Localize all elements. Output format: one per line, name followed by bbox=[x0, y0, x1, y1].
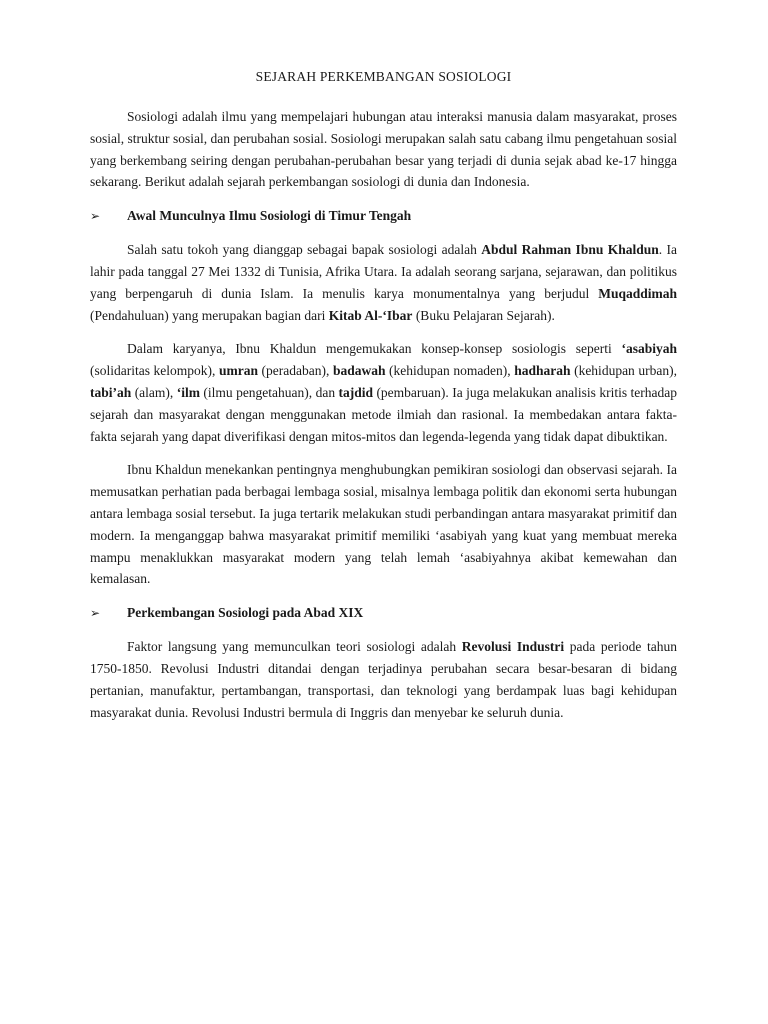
text-run: (kehidupan urban), bbox=[570, 363, 677, 379]
text-run: (peradaban), bbox=[257, 363, 333, 379]
text-run: Salah satu tokoh yang dianggap sebagai bapak sosiologi adalah bbox=[127, 242, 482, 258]
text-run: (kehidupan nomaden), bbox=[385, 363, 515, 379]
section-heading-abad-xix bbox=[90, 602, 677, 624]
text-run: Faktor langsung yang memunculkan teori sosiologi adalah bbox=[127, 639, 462, 655]
text-run: (Pendahuluan) yang merupakan bagian dari bbox=[90, 307, 329, 323]
paragraph-observasi-sejarah: Ibnu Khaldun menekankan pentingnya menghubungkan pemikiran sosiologi dan observasi sejarah. Ia memusatkan perhatian pada berbagai lembaga sosial, misalnya lembaga politik dan ekonomi serta hubungan antara lembaga sosial tersebut. Ia juga tertarik melakukan studi perbandingan antara masyarakat primitif dan modern. Ia menganggap bahwa masyarakat primitif memiliki ‘asabiyah yang kuat yang membuat mereka mampu menaklukkan masyarakat modern yang telah lemah ‘asabiyahnya akibat kemewahan dan kemalasan. bbox=[90, 462, 677, 587]
text-run: Dalam karyanya, Ibnu Khaldun mengemukakan konsep-konsep sosiologis seperti bbox=[127, 341, 622, 357]
bold-term: umran bbox=[218, 363, 258, 379]
bold-term: Revolusi Industri bbox=[461, 639, 565, 655]
paragraph-ibnu-khaldun-bio bbox=[90, 239, 677, 326]
text-run: (solidaritas kelompok), bbox=[90, 363, 219, 379]
arrowhead-bullet-icon: ➢ bbox=[90, 606, 101, 621]
text-run: (Buku Pelajaran Sejarah). bbox=[412, 307, 555, 323]
paragraph-konsep-sosiologis bbox=[90, 338, 677, 447]
bold-term: badawah bbox=[332, 363, 386, 379]
paragraph-revolusi-industri bbox=[90, 636, 677, 723]
bold-term: Muqaddimah bbox=[598, 285, 677, 301]
arrowhead-bullet-icon: ➢ bbox=[90, 209, 101, 224]
bold-term: ‘ilm bbox=[176, 384, 200, 400]
section-heading-text: Awal Munculnya Ilmu Sosiologi di Timur Tengah bbox=[127, 208, 412, 224]
section-heading-timur-tengah bbox=[90, 205, 677, 227]
section-heading-text: Perkembangan Sosiologi pada Abad XIX bbox=[127, 605, 364, 621]
bold-term: ‘asabiyah bbox=[621, 341, 677, 357]
text-run: pada periode tahun 1750-1850. Revolusi Industri ditandai dengan terjadinya perubahan secara besar-besaran di bidang pertanian, manufaktur, pertambangan, transportasi, dan teknologi yang berdampak luas bagi kehidupan masyarakat dunia. Revolusi Industri bermula di Inggris dan menyebar ke seluruh dunia. bbox=[90, 639, 677, 720]
text-run: . Ia lahir pada tanggal 27 Mei 1332 di Tunisia, Afrika Utara. Ia adalah seorang sarjana, sejarawan, dan politikus yang berpengaruh di dunia Islam. Ia menulis karya monumentalnya yang berjudul bbox=[90, 242, 677, 301]
text-run: (alam), bbox=[131, 384, 177, 400]
document-page bbox=[90, 66, 677, 735]
bold-term: tabi’ah bbox=[90, 384, 132, 400]
text-run: (pembaruan). Ia juga melakukan analisis kritis terhadap sejarah dan masyarakat dengan menggunakan metode ilmiah dan rasional. Ia membedakan antara fakta-fakta sejarah yang dapat diverifikasi dengan mitos-mitos dan legenda-legenda yang tidak dapat dibuktikan. bbox=[90, 384, 677, 444]
document-title: SEJARAH PERKEMBANGAN SOSIOLOGI bbox=[255, 69, 512, 84]
text-run: (ilmu pengetahuan), dan bbox=[199, 384, 339, 400]
bold-term: Kitab Al-‘Ibar bbox=[328, 307, 413, 323]
bold-term: Abdul Rahman Ibnu Khaldun bbox=[481, 242, 659, 258]
bold-term: hadharah bbox=[514, 363, 571, 379]
bold-term: tajdid bbox=[338, 384, 374, 400]
intro-paragraph: Sosiologi adalah ilmu yang mempelajari hubungan atau interaksi manusia dalam masyarakat, proses sosial, struktur sosial, dan perubahan sosial. Sosiologi merupakan salah satu cabang ilmu pengetahuan sosial yang berkembang seiring dengan perubahan-perubahan besar yang terjadi di dunia sejak abad ke-17 hingga sekarang. Berikut adalah sejarah perkembangan sosiologi di dunia dan Indonesia. bbox=[90, 109, 677, 190]
